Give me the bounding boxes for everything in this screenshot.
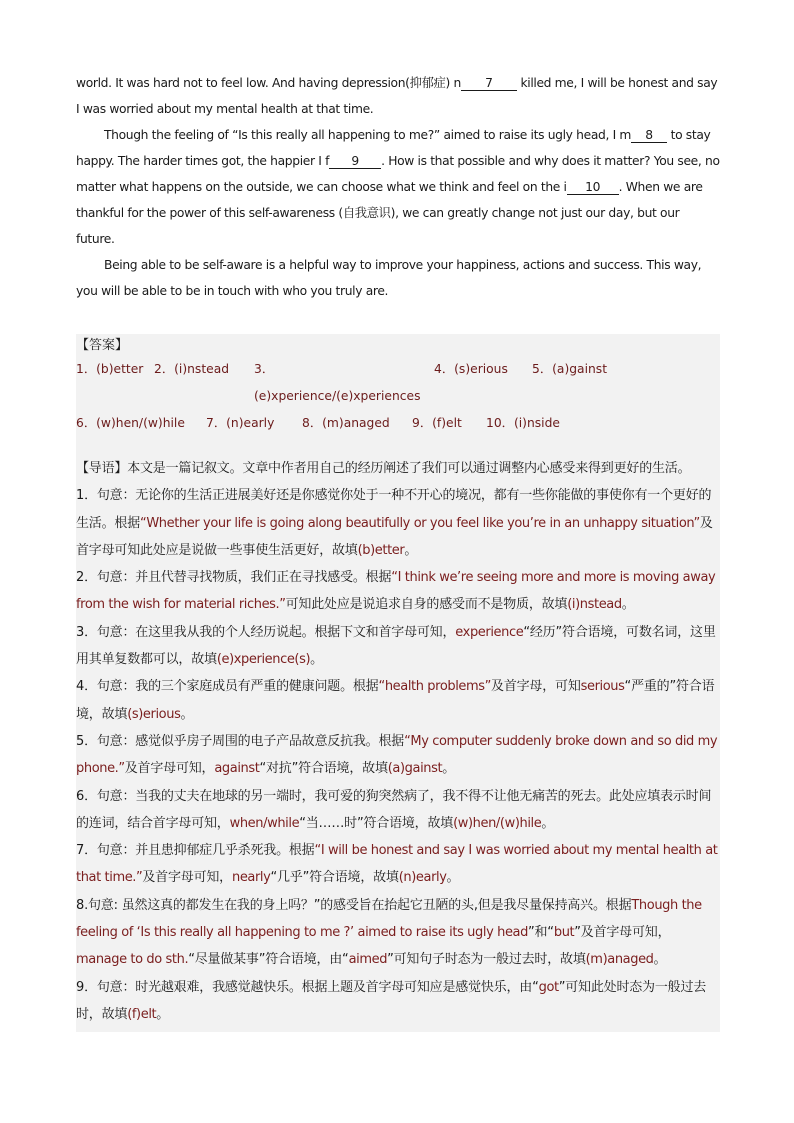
text: 。: [310, 652, 323, 668]
text: 。: [446, 870, 460, 886]
answer: (n)early: [398, 870, 447, 886]
explanation-item-7: [76, 837, 720, 892]
answer-item: 6．(w)hen/(w)hile: [76, 416, 185, 430]
explanation-item-2: [76, 564, 720, 619]
document-page: [76, 70, 720, 1032]
answer: (f)elt: [127, 1006, 157, 1022]
text: 1．句意：无论你的生活正进展美好还是你感觉你处于一种不开心的境况，都有一些你能做的事使你有一个更好的生活。根据: [76, 488, 712, 531]
blank-8: 8: [631, 128, 667, 143]
quote: aimed: [348, 952, 388, 968]
blank-10: 10: [567, 180, 619, 195]
text: ”可知句子时态为一般过去时，故填: [387, 952, 586, 968]
quote: manage to do sth.: [76, 952, 189, 968]
text: 3．句意：在这里我从我的个人经历说起。根据下文和首字母可知，: [76, 624, 456, 640]
text: 2．句意：并且代替寻找物质，我们正在寻找感受。根据: [76, 570, 392, 586]
quote: serious: [580, 679, 625, 695]
text: Though the feeling of “Is this really all happening to me?” aimed to raise its ugly head, I m: [104, 128, 632, 142]
text: “几乎”符合语境，故填: [270, 870, 399, 886]
answer-item: 5．(a)gainst: [532, 362, 608, 376]
answer: (a)gainst: [387, 761, 443, 777]
text: “对抗”符合语境，故填: [259, 761, 388, 777]
answer-item: 3．(e)xperience/(e)xperiences: [254, 362, 421, 403]
text: . When we are thankful for the power of this self-awareness (自我意识), we can greatly change not just our day, but our future.: [76, 180, 703, 246]
text: “严重的”符合语境，故填: [76, 679, 715, 722]
quote: got: [538, 979, 559, 995]
quote: “I will be honest and say I was worried about my mental health at that time.”: [76, 843, 718, 886]
blank-7: 7: [461, 76, 517, 91]
passage-paragraph-1: [76, 70, 720, 122]
text: 4．句意：我的三个家庭成员有严重的健康问题。根据: [76, 679, 379, 695]
answer-item: 2．(i)nstead: [154, 362, 230, 376]
text: 7．句意：并且患抑郁症几乎杀死我。根据: [76, 843, 315, 859]
explanation-item-8: [76, 892, 720, 974]
text: killed me, I will be honest and say I was worried about my mental health at that time.: [76, 76, 718, 116]
text: “当……时”符合语境，故填: [299, 815, 454, 831]
text: 及首字母，可知: [491, 679, 581, 695]
text: “尽量做某事”符合语境，由“: [188, 952, 349, 968]
text: 及首字母可知，: [124, 761, 215, 777]
answer: (b)etter: [357, 542, 405, 558]
explanation-section: [76, 445, 720, 1032]
text: 6．句意：当我的丈夫在地球的另一端时，我可爱的狗突然病了，我不得不让他无痛苦的死去。此处应填表示时间的连词，结合首字母可知，: [76, 788, 712, 831]
answer-item: 9．(f)elt: [412, 416, 462, 430]
answer-item: 10．(i)nside: [486, 416, 560, 430]
answer: (s)erious: [127, 706, 181, 722]
answer-title: 【答案】: [76, 338, 129, 353]
answer-row-1: [76, 356, 720, 410]
text: to stay happy. The harder times got, the happier I f: [76, 128, 711, 168]
quote: against: [214, 761, 260, 777]
quote: “I think we’re seeing more and more is moving away from the wish for material riches.”: [76, 570, 716, 613]
answer-section: [76, 334, 720, 445]
quote: “My computer suddenly broke down and so did my phone.”: [76, 733, 718, 777]
text: 。: [156, 1006, 170, 1022]
text: ”可知此处时态为一般过去时，故填: [76, 979, 707, 1022]
text: 。: [404, 542, 418, 558]
explanation-item-3: [76, 619, 720, 674]
answer-row-2: [76, 410, 720, 437]
guide-paragraph: [76, 455, 720, 482]
answer-item: 4．(s)erious: [434, 362, 508, 376]
passage-paragraph-2: [76, 122, 720, 252]
guide-text: 本文是一篇记叙文。文章中作者用自己的经历阐述了我们可以通过调整内心感受来得到更好的生活。: [127, 461, 691, 476]
quote: “health problems”: [378, 679, 492, 695]
text: “经历”符合语境，可数名词，这里用其单复数都可以，故填: [76, 624, 716, 668]
text: 。: [541, 815, 555, 831]
text: 。: [621, 597, 635, 613]
text: 5．句意：感觉似乎房子周围的电子产品故意反抗我。根据: [76, 733, 405, 749]
answer-item: 1．(b)etter: [76, 362, 144, 376]
text: 9．句意：时光越艰难，我感觉越快乐。根据上题及首字母可知应是感觉快乐，由“: [76, 979, 539, 995]
explanation-item-5: [76, 728, 720, 783]
answer: (m)anaged: [585, 952, 654, 968]
answer-item: 8．(m)anaged: [302, 416, 390, 430]
answer: (i)nstead: [567, 597, 622, 613]
text: 。: [653, 952, 667, 968]
answer: (e)xperience(s): [216, 652, 311, 668]
answer: (w)hen/(w)hile: [453, 815, 542, 831]
guide-label: 【导语】: [76, 461, 128, 476]
text: 。: [180, 706, 194, 722]
quote: nearly: [231, 870, 271, 886]
quote: “Whether your life is going along beautifully or you feel like you’re in an unhappy situation”: [140, 515, 700, 531]
quote: but: [553, 925, 575, 941]
explanation-item-1: [76, 482, 720, 564]
text: 8.句意: 虽然这真的都发生在我的身上吗？”的感受旨在抬起它丑陋的头,但是我尽量保持高兴。根据: [76, 897, 632, 913]
quote: experience: [455, 624, 524, 640]
explanation-item-9: [76, 974, 720, 1029]
text: 及首字母可知，: [142, 870, 232, 886]
text: ”和“: [527, 925, 554, 941]
quote: Though the feeling of ‘Is this really all happening to me ?’ aimed to raise its ugly head: [76, 897, 702, 941]
text: 。: [442, 761, 456, 777]
quote: when/while: [229, 815, 300, 831]
passage-paragraph-3: Being able to be self-aware is a helpful way to improve your happiness, actions and success. This way, you will be able to be in touch with who you truly are.: [76, 258, 702, 298]
blank-9: 9: [329, 154, 381, 169]
text: ”及首字母可知，: [574, 925, 671, 941]
text: . How is that possible and why does it matter? You see, no matter what happens on the outside, we can choose what we think and feel on the i: [76, 154, 720, 194]
explanation-item-6: [76, 783, 720, 838]
text: world. It was hard not to feel low. And having depression(抑郁症) n: [76, 76, 461, 90]
text: 及首字母可知此处应是说做一些事使生活更好，故填: [76, 515, 713, 558]
text: 可知此处应是说追求自身的感受而不是物质，故填: [285, 597, 568, 613]
explanation-item-4: [76, 673, 720, 728]
answer-item: 7．(n)early: [206, 416, 275, 430]
